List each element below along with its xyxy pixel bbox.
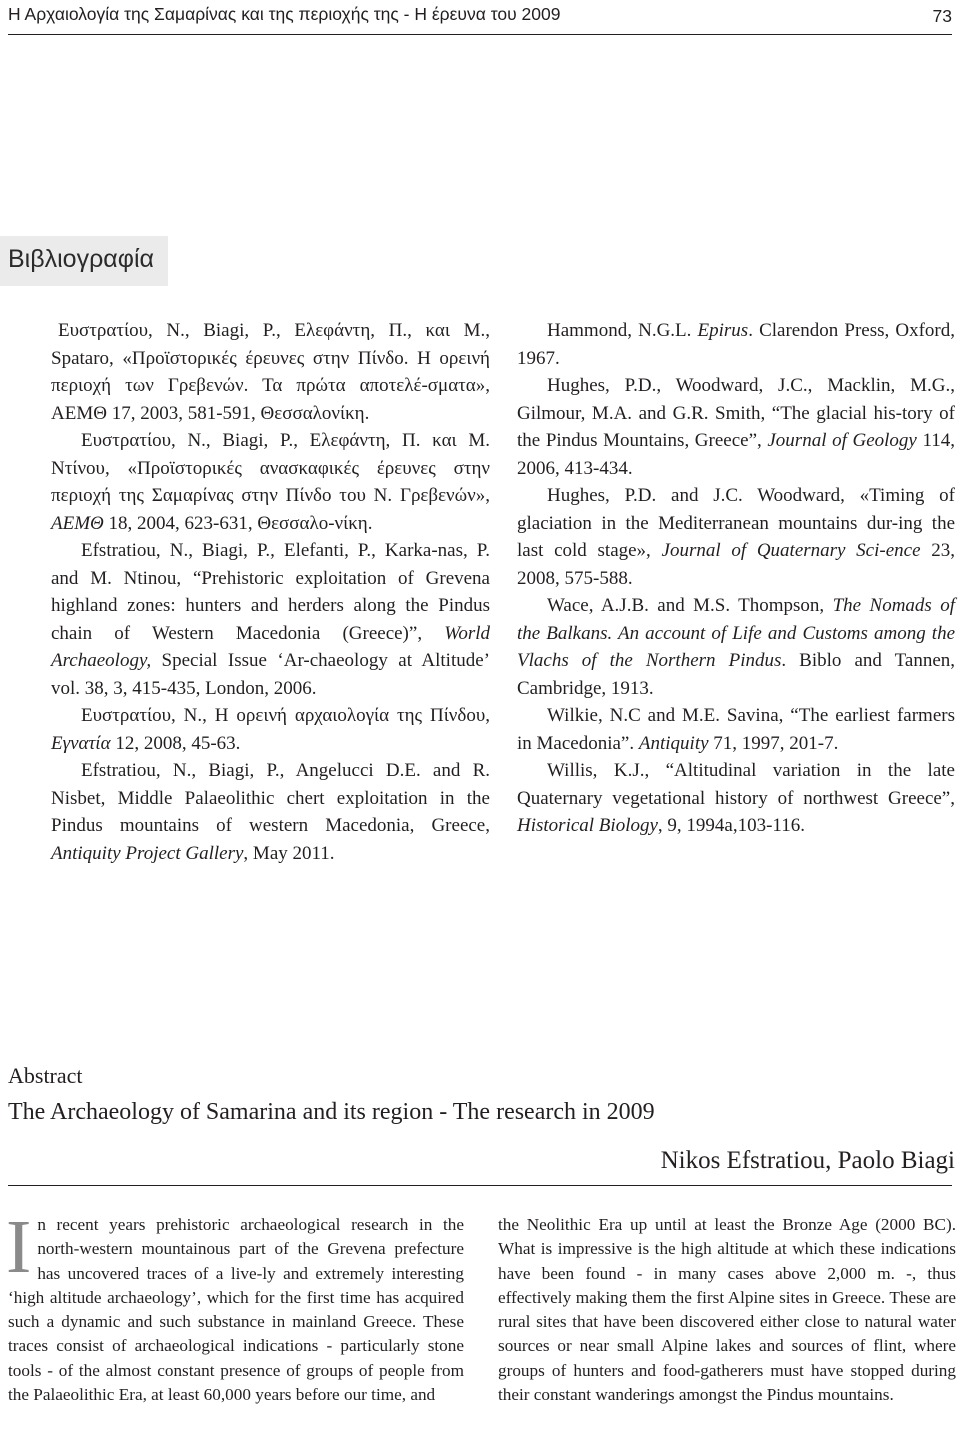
reference-entry (51, 317, 490, 427)
reference-italic: Journal of Geology (767, 430, 917, 451)
reference-text: Ευστρατίου, Ν., Biagi, P., Ελεφάντη, Π. και Μ. Ντίνου, «Προϊστορικές ανασκαφικές έρευνες στην περιοχή της Σαμαρίνας στην Πίνδο του Ν. Γρεβενών», (51, 430, 490, 506)
reference-entry (51, 427, 490, 537)
running-header (8, 0, 952, 35)
reference-italic: Εγνατία (51, 732, 111, 754)
reference-text: Wilkie, N.C and M.E. Savina, “The earliest farmers in Macedonia”. (517, 705, 955, 754)
reference-text: Hughes, P.D., Woodward, J.C., Macklin, M.G., Gilmour, M.A. and G.R. Smith, “The glacial his-tory of the Pindus Mountains, Greece”, (517, 375, 955, 451)
reference-italic: Antiquity Project Gallery (51, 842, 244, 864)
reference-italic: Journal of Quaternary Sci-ence (661, 540, 921, 561)
reference-text: . Biblo and Tannen, Cambridge, 1913. (517, 650, 956, 699)
reference-italic: Epirus (697, 320, 749, 341)
reference-text: , May 2011. (243, 842, 335, 864)
reference-italic: Historical Biology (517, 815, 658, 836)
reference-text: , 9, 1994a,103-116. (657, 815, 805, 836)
reference-text: Wace, A.J.B. and M.S. Thompson, (547, 595, 833, 616)
abstract-left-column (6, 1205, 464, 1407)
reference-text: 114, 2006, 413-434. (517, 430, 955, 479)
page-number: 73 (932, 6, 952, 26)
reference-text: Hammond, N.G.L. (547, 320, 698, 341)
running-title: Η Αρχαιολογία της Σαμαρίνας και της περιοχής της - Η έρευνα του 2009 (8, 4, 561, 24)
reference-entry (51, 537, 490, 702)
reference-entry (517, 372, 955, 482)
abstract-right-text: the Neolithic Era up until at least the Bronze Age (2000 BC). What is impressive is the high altitude at which these indications have been found - in many cases above 2,000 m. -, thus effectively making them the first Alpine sites in Greece. These are rural sites that have been discovered either close to natural water sources or near small Alpine lakes and sources of flint, where groups of hunters and food-gatherers must have stopped during their constant wanderings amongst the Pindus mountains. (498, 1215, 956, 1405)
reference-text: Efstratiou, N., Biagi, P., Elefanti, P., Karka-nas, P. and M. Ntinou, “Prehistoric exploitation of Grevena highland zones: hunters and herders along the Pindus chain of Western Macedonia (Greece)”, (51, 540, 490, 644)
abstract-authors: Nikos Efstratiou, Paolo Biagi (660, 1147, 955, 1174)
reference-entry (517, 317, 955, 372)
abstract-title: The Archaeology of Samarina and its region - The research in 2009 (8, 1099, 655, 1125)
reference-text: Ευστρατίου, Ν., Biagi, P., Ελεφάντη, Π., και Μ., Spataro, «Προϊστορικές έρευνες στην Πίνδο. Η ορεινή περιοχή των Γρεβενών. Τα πρώτα αποτελέ-σματα», ΑΕΜΘ 17, 2003, 581-591, Θεσσαλονίκη. (51, 320, 490, 424)
reference-text: 12, 2008, 45-63. (110, 732, 241, 754)
reference-italic: ΑΕΜΘ (51, 512, 104, 534)
bibliography-right-column (517, 317, 955, 840)
bibliography-left-column (51, 317, 490, 867)
reference-italic: The Nomads of the Balkans. An account of Life and Customs among the Vlachs of the Northern Pindus (517, 595, 956, 671)
reference-entry (51, 757, 490, 867)
reference-entry (517, 702, 955, 757)
reference-entry (517, 757, 955, 840)
reference-text: 71, 1997, 201-7. (708, 732, 839, 754)
reference-italic: World Archaeology, (51, 622, 490, 671)
reference-text: 18, 2004, 623-631, Θεσσαλο-νίκη. (103, 512, 373, 534)
reference-text: Hughes, P.D. and J.C. Woodward, «Timing of glaciation in the Mediterranean mountains dur-ing the last cold stage», (517, 485, 955, 561)
reference-entry (517, 482, 955, 592)
reference-text: Special Issue ‘Ar-chaeology at Altitude’ vol. 38, 3, 415-435, London, 2006. (51, 650, 490, 699)
bibliography-heading: Βιβλιογραφία (0, 236, 168, 286)
reference-entry (51, 702, 490, 757)
reference-text: Efstratiou, N., Biagi, P., Angelucci D.E. and R. Nisbet, Middle Palaeolithic chert exploitation in the Pindus mountains of western Macedonia, Greece, (51, 760, 490, 836)
abstract-label: Abstract (8, 1063, 83, 1088)
reference-text: Ευστρατίου, Ν., Η ορεινή αρχαιολογία της Πίνδου, (81, 705, 490, 726)
reference-text: 23, 2008, 575-588. (517, 540, 955, 589)
abstract-divider (8, 1185, 952, 1186)
reference-text: Willis, K.J., “Altitudinal variation in the late Quaternary vegetational history of northwest Greece”, (517, 760, 955, 809)
abstract-right-column (498, 1213, 956, 1407)
reference-entry (517, 592, 955, 702)
abstract-left-text: n recent years prehistoric archaeological research in the north-western mountainous part of the Grevena prefecture has uncovered traces of a live-ly and extremely interesting ‘high altitude archaeology’, which for the first time has acquired such a dynamic and such substance in mainland Greece. These traces consist of archaeological indications - particularly stone tools - of the almost constant presence of groups of people from the Palaeolithic Era, at least 60,000 years before our time, and (8, 1215, 464, 1405)
abstract-paragraph-start (6, 1205, 464, 1407)
drop-cap: I (6, 1205, 32, 1289)
reference-text: . Clarendon Press, Oxford, 1967. (517, 320, 955, 369)
reference-italic: Antiquity (638, 732, 709, 754)
